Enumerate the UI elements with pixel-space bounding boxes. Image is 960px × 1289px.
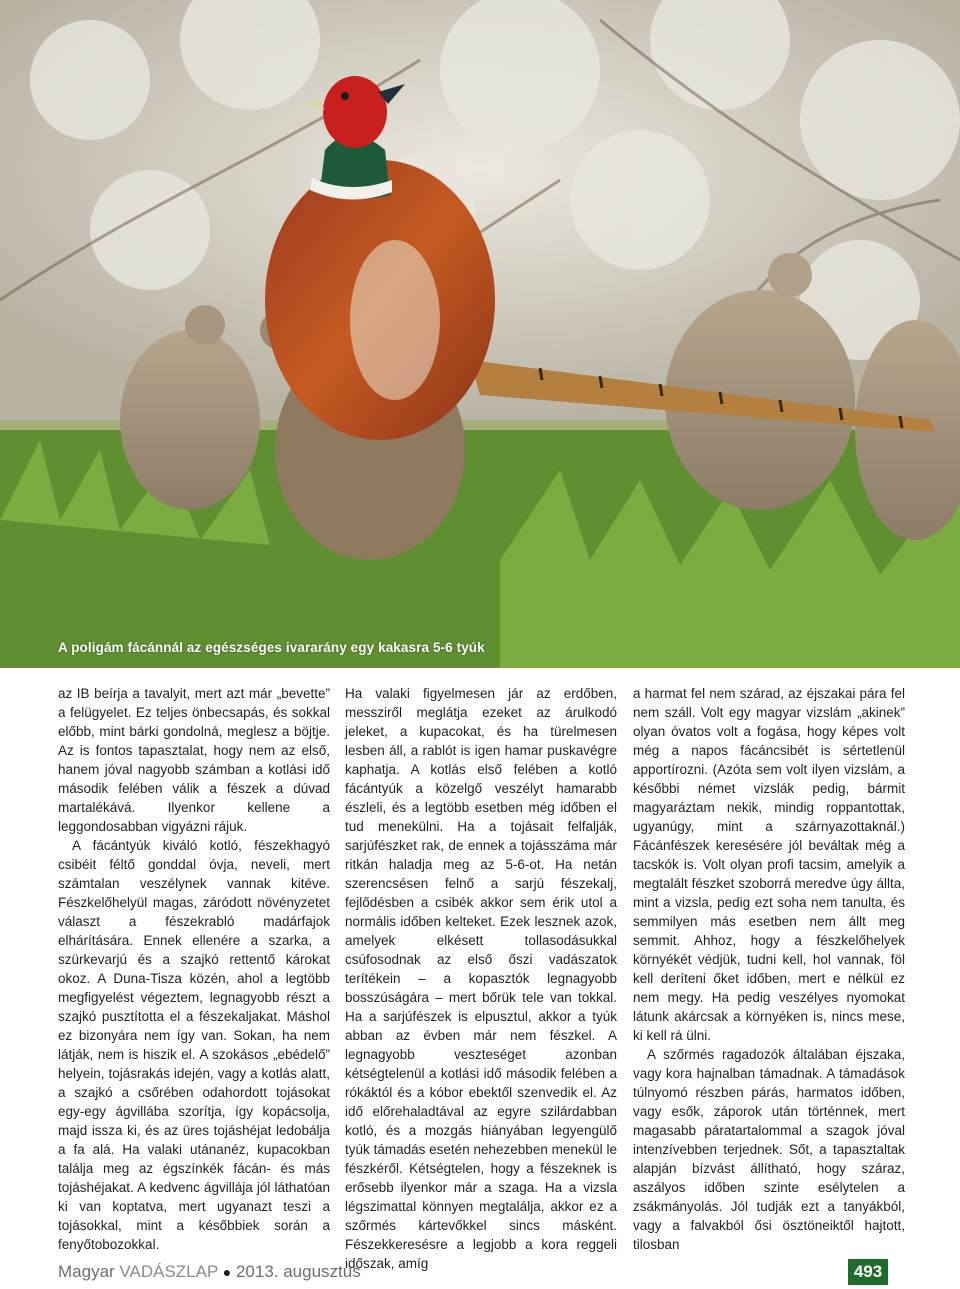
page-number: 493	[848, 1259, 888, 1285]
footer-publication	[58, 1262, 361, 1282]
text-column-1	[58, 684, 330, 1254]
paragraph: A szőrmés ragadozók általában éjszaka, vagy kora hajnalban támadnak. A támadások túlnyomó részben párás, harmatos időben, vagy esők, záporok után történnek, mert magasabb páratartalommal a szagok jóval intenzívebben terjednek. Sőt, a tapasztaltak alapján bízvást állítható, hogy száraz, aszályos időben szinte esélytelen a zsákmányolás. Jól tudják ezt a tanyákból, vagy a falvakból ősi ösztöneiktől hajtott, tilosban	[633, 1047, 905, 1252]
paragraph: a harmat fel nem szárad, az éjszakai pára fel nem száll. Volt egy magyar vizslám „akinek” olyan óvatos volt a fogása, hogy képes volt még a napos fácáncsibét is sértetlenül apportírozni. (Azóta sem volt ilyen vizslám, a későbbi német vizslák pedig, bármit magyaráztam nekik, mindig roppantottak, ugyanúgy, mint a szárnyazottaknál.) Fácánfészek keresésére jól beváltak még a tacskók is. Volt olyan profi tacsim, amelyik a megtalált fészket szoborrá meredve úgy állta, mint a vizsla, pedig ezt soha nem tanulta, és semmilyen más esetben nem állt meg semmit. Ahhoz, hogy a fészkelőhelyek környékét védjük, tudni kell, hol vannak, föl kell deríteni őket időben, mert e nélkül ez nem megy. Ha pedig veszélyes nyomokat látunk akárcsak a környéken is, nincs mese, ki kell rá ülni.	[633, 686, 905, 1043]
paragraph: Ha valaki figyelmesen jár az erdőben, messziről meglátja ezeket az árulkodó jeleket, a kupacokat, és ha türelmesen lesben áll, a rablót is igen hamar puskavégre kaphatja. A kotlás első felében a kotló fácántyúk a közelgő veszélyt hamarabb észleli, és a legtöbb esetben még időben el tud menekülni. Ha a tojásait felfalják, sarjúfészket rak, de ennek a tojásszáma már ritkán haladja meg az 5-6-ot. Ha netán szerencsésen felnő a sarjú fészekalj, fejlődésben a csibék akkor sem érik utol a normális időben kelteket. Ezek lesznek azok, amelyek elkésett tollasodásukkal csúfosodnak az első őszi vadászatok terítékein – a kopasztók legnagyobb bosszúságára – mert bőrük tele van tokkal. Ha a sarjúfészek is elpusztul, akkor a tyúk abban az évben már nem fészkel. A legnagyobb veszteséget azonban kétségtelenül a kotlási idő második felében a rókáktól és a kóbor ebektől szenvedik el. Az idő előrehaladtával az egyre szilárdabban kotló, és a mozgás hiányában legyengülő tyúk támadás esetén nehezebben menekül le fészkéről. Kétségtelen, hogy a fészeknek is erősebb ilyenkor már a szaga. Ha a vizsla légszimattal könnyen megtalálja, akkor ez a szőrmés kártevőkkel sincs másként. Fészekkeresésre a legjobb a kora reggeli időszak, amíg	[345, 686, 617, 1271]
photo-caption: A poligám fácánnál az egészséges ivararány egy kakasra 5-6 tyúk	[58, 640, 485, 655]
text-column-3	[633, 684, 905, 1254]
paragraph: A fácántyúk kiváló kotló, fészekhagyó csibéit féltő gonddal óvja, neveli, mert számtalan veszélynek vannak kitéve. Fészkelőhelyül magas, záródott növényzetet választ a fészekrabló madárfajok elhárítására. Ennek ellenére a szarka, a szürkevarjú és a szajkó rettentő károkat okoz. A Duna-Tisza közén, ahol a legtöbb megfigyelést végeztem, legnagyobb részt a szajkó pusztította el a fészekaljakat. Máshol ez bizonyára nem így van. Sokan, ha nem látják, nem is hiszik el. A szokásos „ebédelő” helyein, tojásrakás idején, vagy a kotlás alatt, a szajkó a csőrében odahordott tojásokat egy-egy ágvillába szorítja, így kopácsolja, majd issza ki, és az üres tojáshéjat ledobálja a fa alá. Ha valaki utánanéz, kupacokban találja meg az égszínkék fácán- és más tojáshéjakat. A kedvenc ágvillája jól láthatóan ki van koptatva, mert ugyanazt teszi a tojásokkal, mint a későbbiek során a fenyőtobozokkal.	[58, 838, 330, 1252]
issue-date: 2013. augusztus	[235, 1262, 361, 1281]
magazine-name: Magyar	[58, 1262, 120, 1281]
text-column-2	[345, 684, 617, 1273]
magazine-brand: VADÁSZLAP	[119, 1262, 219, 1281]
bullet-separator: ●	[222, 1264, 232, 1280]
paragraph: az IB beírja a tavalyit, mert azt már „bevette” a felügyelet. Ez teljes önbecsapás, és sokkal előbb, mint bárki gondolná, meglesz a böjtje. Az is fontos tapasztalat, hogy nem az első, hanem jóval nagyobb számban a kotlási idő második felében válik a fészek a dúvad martalékává. Ilyenkor kellene a leggondosabban vigyázni rájuk.	[58, 686, 330, 834]
